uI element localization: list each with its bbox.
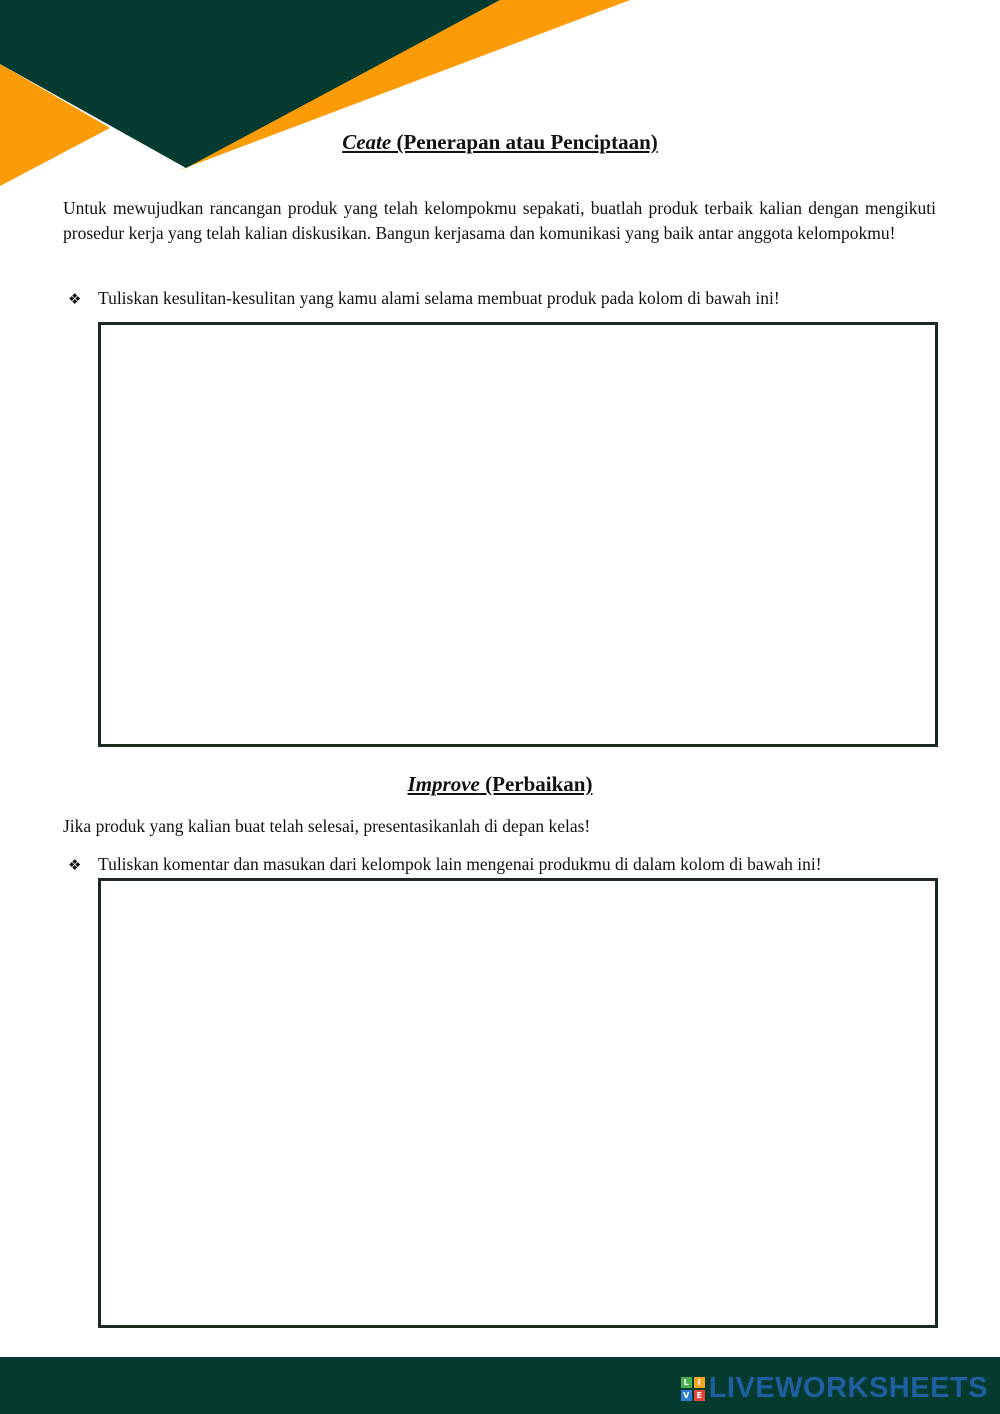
liveworksheets-brand[interactable] — [681, 1372, 988, 1405]
brand-name: LIVEWORKSHEETS — [708, 1372, 988, 1404]
create-instruction — [68, 286, 948, 311]
logo-letter-e: E — [694, 1390, 705, 1401]
liveworksheets-logo-icon — [681, 1377, 705, 1401]
difficulties-answer-box[interactable] — [98, 322, 938, 747]
improve-paragraph: Jika produk yang kalian buat telah selesai, presentasikanlah di depan kelas! — [63, 816, 591, 836]
feedback-answer-box[interactable] — [98, 878, 938, 1328]
create-paragraph: Untuk mewujudkan rancangan produk yang telah kelompokmu sepakati, buatlah produk terbaik kalian dengan mengikuti prosedur kerja yang telah kalian diskusikan. Bangun kerjasama dan komunikasi yang baik antar anggota kelompokmu! — [63, 198, 936, 243]
improve-title — [0, 772, 1000, 797]
create-title-italic: Ceate — [342, 130, 392, 154]
logo-letter-i: I — [694, 1377, 705, 1388]
create-title-rest: (Penerapan atau Penciptaan) — [391, 130, 658, 154]
improve-instruction — [68, 852, 948, 877]
improve-title-italic: Improve — [407, 772, 480, 796]
diamond-bullet-icon: ❖ — [68, 856, 82, 874]
footer-bar — [0, 1357, 1000, 1414]
improve-title-rest: (Perbaikan) — [479, 772, 593, 796]
logo-letter-l: L — [681, 1377, 692, 1388]
diamond-bullet-icon: ❖ — [68, 290, 82, 308]
improve-instruction-text: Tuliskan komentar dan masukan dari kelompok lain mengenai produkmu di dalam kolom di bawah ini! — [98, 854, 822, 874]
header-decoration — [0, 0, 1000, 200]
logo-letter-v: V — [681, 1390, 692, 1401]
create-instruction-text: Tuliskan kesulitan-kesulitan yang kamu alami selama membuat produk pada kolom di bawah ini! — [98, 288, 780, 308]
create-title — [0, 130, 1000, 155]
